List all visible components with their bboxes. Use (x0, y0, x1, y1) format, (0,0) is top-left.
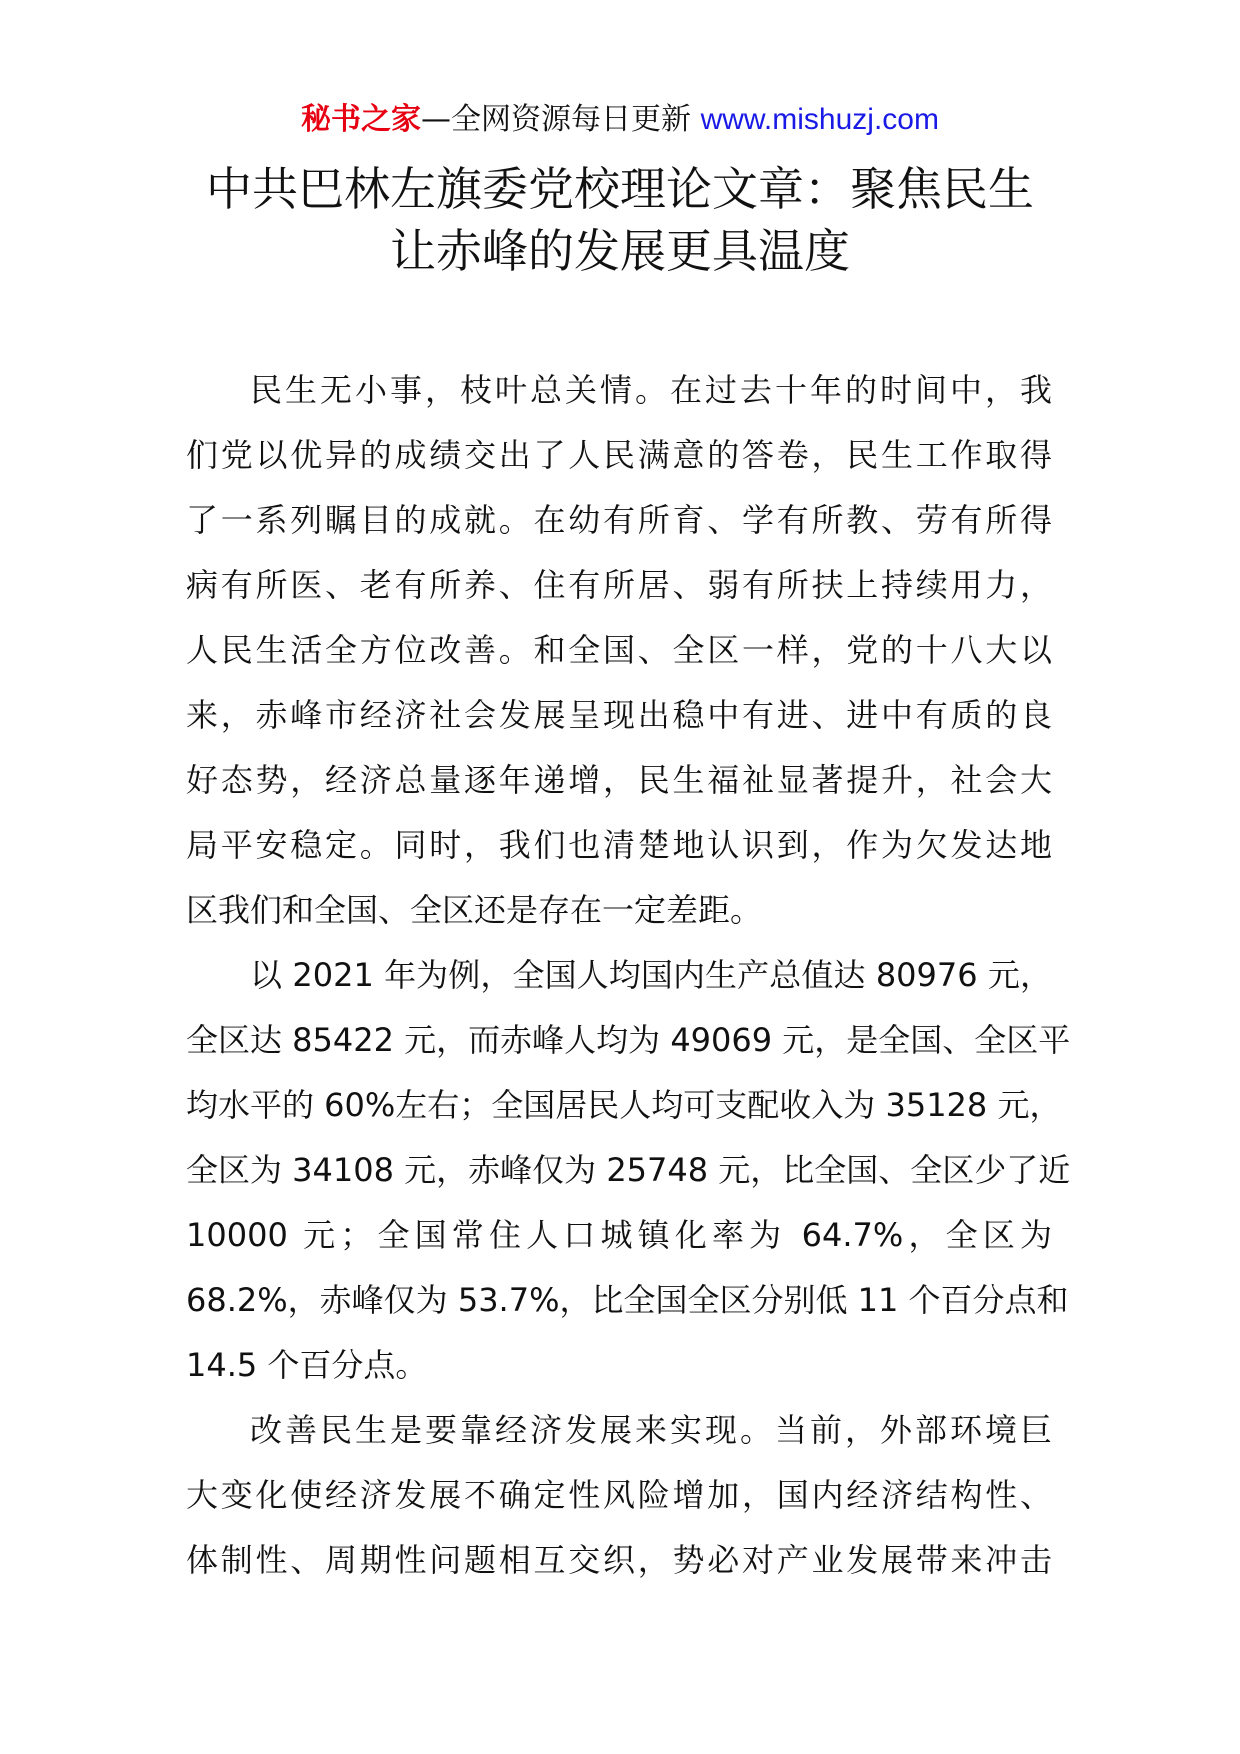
document-body (186, 358, 1071, 1593)
paragraph-1 (186, 358, 1052, 943)
text-line: 大变化使经济发展不确定性风险增加，国内经济结构性、 (186, 1476, 1052, 1514)
site-tagline: —全网资源每日更新 (421, 102, 692, 137)
site-header (0, 100, 1240, 140)
text-line: 好态势，经济总量逐年递增，民生福祉显著提升，社会大 (186, 761, 1052, 799)
text-line: 全区达 85422 元，而赤峰人均为 49069 元，是全国、全区平 (186, 1021, 1071, 1059)
text-line: 均水平的 60%左右；全国居民人均可支配收入为 35128 元， (186, 1086, 1062, 1124)
text-line: 局平安稳定。同时，我们也清楚地认识到，作为欠发达地 (186, 826, 1052, 864)
text-line: 68.2%，赤峰仅为 53.7%，比全国全区分别低 11 个百分点和 (186, 1281, 1069, 1319)
text-line: 来，赤峰市经济社会发展呈现出稳中有进、进中有质的良 (186, 696, 1052, 734)
title-line-2: 让赤峰的发展更具温度 (390, 224, 850, 278)
site-brand: 秘书之家 (301, 102, 422, 137)
text-line: 体制性、周期性问题相互交织，势必对产业发展带来冲击 (186, 1541, 1052, 1579)
text-line: 人民生活全方位改善。和全国、全区一样，党的十八大以 (186, 631, 1052, 669)
text-line: 们党以优异的成绩交出了人民满意的答卷，民生工作取得 (186, 436, 1052, 474)
text-line: 10000 元；全国常住人口城镇化率为 64.7%，全区为 (186, 1216, 1052, 1254)
title-line-1: 中共巴林左旗委党校理论文章：聚焦民生 (206, 162, 1034, 216)
site-url-link[interactable]: www.mishuzj.com (700, 103, 939, 136)
text-line: 区我们和全国、全区还是存在一定差距。 (186, 891, 763, 929)
text-line: 以 2021 年为例，全国人均国内生产总值达 80976 元， (250, 956, 1052, 994)
paragraph-3 (186, 1398, 1052, 1593)
document-title (170, 158, 1070, 282)
text-line: 了一系列瞩目的成就。在幼有所育、学有所教、劳有所得 (186, 501, 1052, 539)
text-line: 改善民生是要靠经济发展来实现。当前，外部环境巨 (250, 1411, 1052, 1449)
text-line: 全区为 34108 元，赤峰仅为 25748 元，比全国、全区少了近 (186, 1151, 1071, 1189)
paragraph-2 (186, 943, 1071, 1398)
text-line: 病有所医、老有所养、住有所居、弱有所扶上持续用力， (186, 566, 1052, 604)
text-line: 14.5 个百分点。 (186, 1346, 428, 1384)
text-line: 民生无小事，枝叶总关情。在过去十年的时间中，我 (250, 371, 1052, 409)
